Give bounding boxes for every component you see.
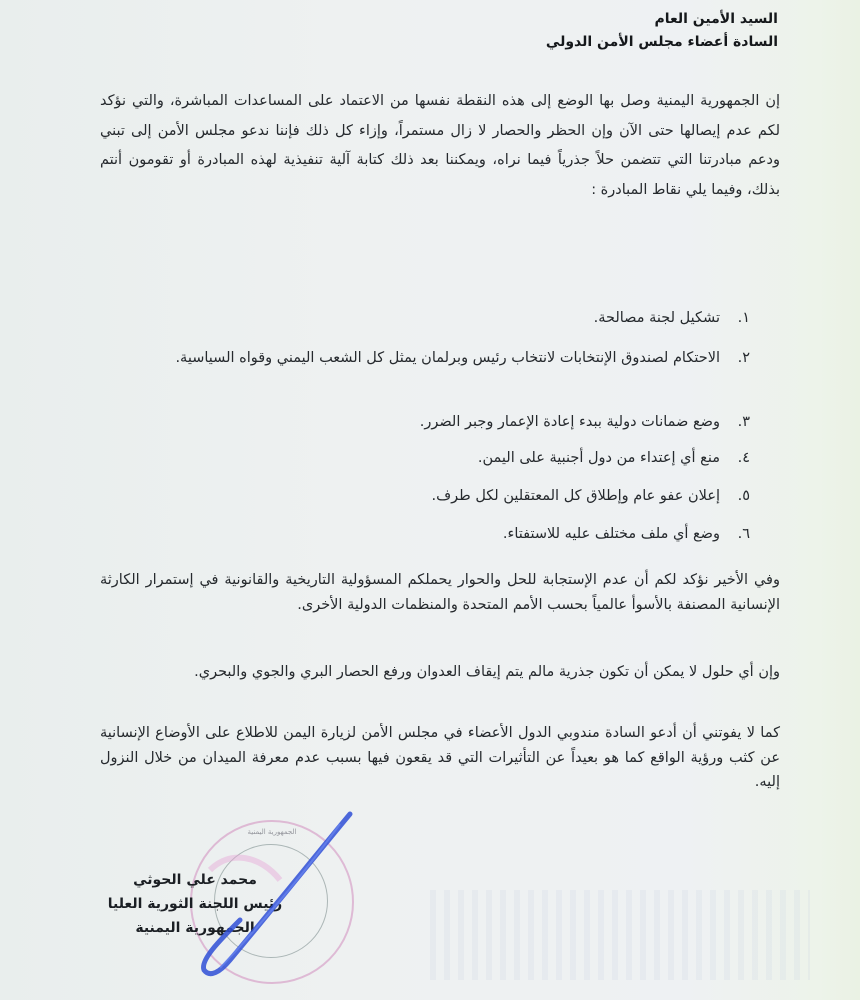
bleed-through-text	[430, 890, 810, 980]
list-item-number: ٣.	[737, 414, 750, 430]
list-item-text: وضع أي ملف مختلف عليه للاستفتاء.	[502, 526, 720, 542]
signatory-name: محمد علي الحوثي	[133, 872, 257, 888]
list-item-number: ٦.	[737, 526, 750, 542]
addressee-council-members: السادة أعضاء مجلس الأمن الدولي	[545, 34, 778, 50]
invitation-paragraph: كما لا يفوتني أن أدعو السادة مندوبي الدول الأعضاء في مجلس الأمن لزيارة اليمن للاطلاع على الأوضاع الإنسانية عن كثب ورؤية الواقع كما هو بعيداً عن التأثيرات التي قد يقعون فيها بسبب عدم معرفة الميدان من خلال النزول إليه.	[100, 725, 780, 790]
list-item	[120, 414, 750, 430]
list-item	[120, 342, 750, 374]
list-item-text: إعلان عفو عام وإطلاق كل المعتقلين لكل طرف.	[431, 488, 720, 504]
list-item-text: منع أي إعتداء من دول أجنبية على اليمن.	[477, 450, 720, 466]
closing-responsibility-paragraph: وفي الأخير نؤكد لكم أن عدم الإستجابة للحل والحوار يحملكم المسؤولية التاريخية والقانونية في إستمرار الكارثة الإنسانية المصنفة بالأسوأ عالمياً بحسب الأمم المتحدة والمنظمات الدولية الأخرى.	[100, 572, 780, 613]
list-item	[120, 450, 750, 466]
addressee-secretary-general: السيد الأمين العام	[654, 11, 778, 27]
list-item-number: ٥.	[737, 488, 750, 504]
list-item-text: الاحتكام لصندوق الإنتخابات لانتخاب رئيس وبرلمان يمثل كل الشعب اليمني وقواه السياسية.	[175, 350, 720, 366]
list-item	[120, 310, 750, 326]
list-item	[120, 488, 750, 504]
signatory-organization: الجمهورية اليمنية	[135, 920, 255, 936]
stamp-text: الجمهورية اليمنية	[247, 828, 297, 836]
list-item-number: ٤.	[737, 450, 750, 466]
list-item	[120, 526, 750, 542]
addressee-block	[546, 8, 778, 54]
signatory-title: رئيس اللجنة الثورية العليا	[107, 896, 283, 912]
list-item-text: تشكيل لجنة مصالحة.	[593, 310, 720, 326]
list-item-number: ١.	[737, 310, 750, 326]
solutions-paragraph: وإن أي حلول لا يمكن أن تكون جذرية مالم يتم إيقاف العدوان ورفع الحصار البري والجوي والبحري.	[194, 664, 780, 680]
list-item-text: وضع ضمانات دولية ببدء إعادة الإعمار وجبر الضرر.	[419, 414, 720, 430]
signature-block	[60, 868, 330, 940]
intro-paragraph: إن الجمهورية اليمنية وصل بها الوضع إلى هذه النقطة نفسها من الاعتماد على المساعدات المباشرة، والتي نؤكد لكم عدم إيصالها حتى الآن وإن الحظر والحصار لا زال مستمراً، وإزاء كل ذلك فإننا ندعو مجلس الأمن إلى تبني ودعم مبادرتنا التي تتضمن حلاً جذرياً فيما نراه، ويمكننا بعد ذلك كتابة آلية تنفيذية لهذه المبادرة أو تقومون أنتم بذلك، وفيما يلي نقاط المبادرة :	[100, 93, 780, 198]
list-item-number: ٢.	[737, 350, 750, 366]
